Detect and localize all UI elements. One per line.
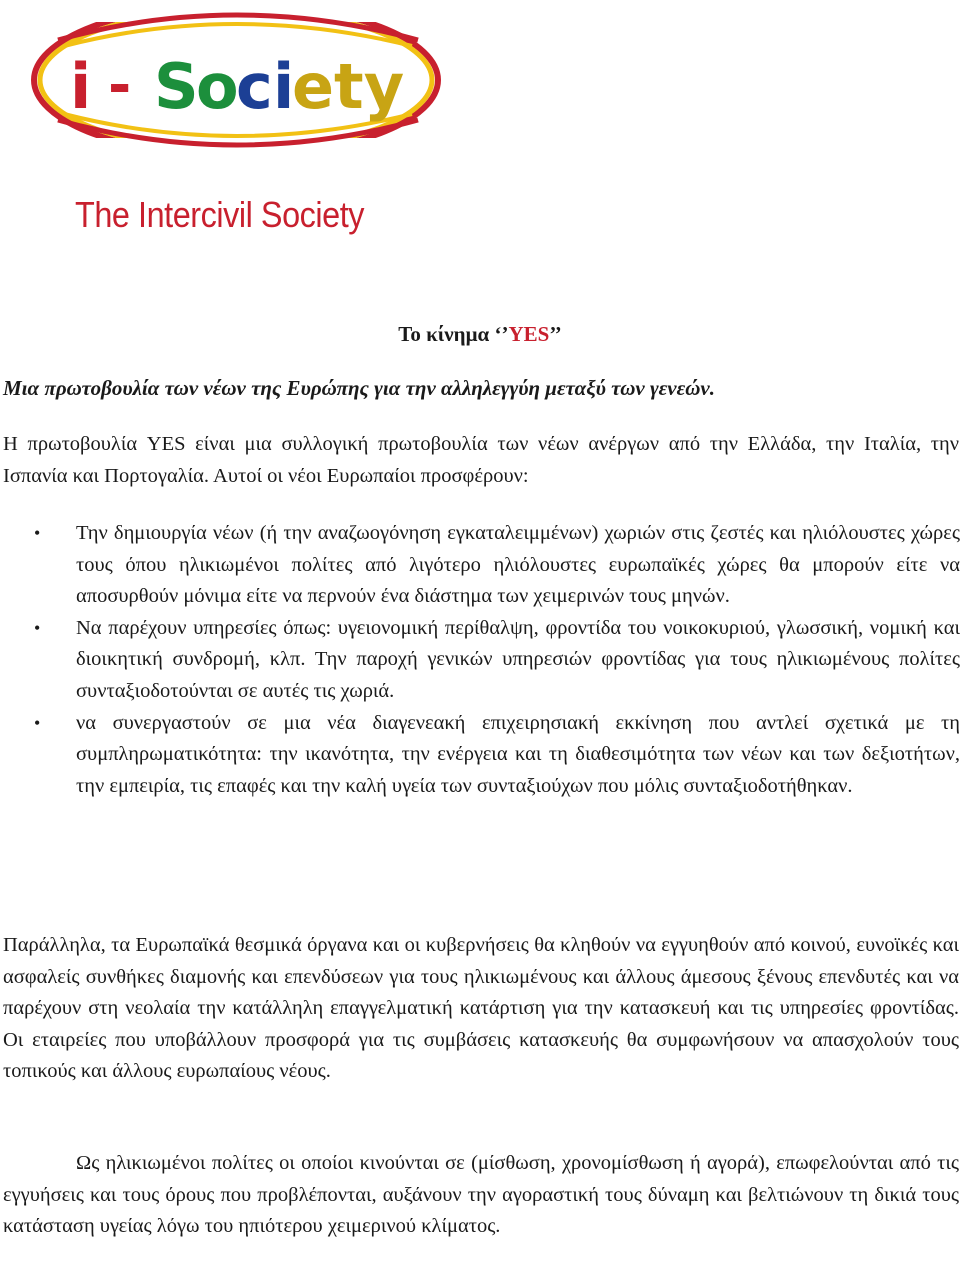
- logo-letter-i2: i: [273, 50, 295, 123]
- page-title: [0, 322, 960, 347]
- list-item-text: Την δημιουργία νέων (ή την αναζωογόνηση εγκαταλειμμένων) χωριών στις ζεστές και ηλιόλουστες χώρες τους όπου ηλικιωμένοι πολίτες από λιγότερο ηλιόλουστες ευρωπαϊκές χώρες θα μπορούν είτε να αποσυρθούν μόνιμα είτε να περνούν ένα διάστημα των χειμερινών τους μηνών.: [76, 522, 960, 608]
- bullet-icon: •: [34, 617, 41, 638]
- bullet-icon: •: [34, 712, 41, 733]
- logo-letter-S: S: [154, 50, 199, 123]
- title-quote-close: ’’: [549, 322, 562, 346]
- logo-letter-o: o: [196, 50, 239, 123]
- intro-paragraph: Η πρωτοβουλία YES είναι μια συλλογική πρωτοβουλία των νέων ανέργων από την Ελλάδα, την Ιταλία, την Ισπανία και Πορτογαλία. Αυτοί οι νέοι Ευρωπαίοι προσφέρουν:: [3, 433, 959, 487]
- i-society-logo: [28, 0, 448, 160]
- body-paragraph-1: Παράλληλα, τα Ευρωπαϊκά θεσμικά όργανα και οι κυβερνήσεις θα κληθούν να εγγυηθούν από κοινού, ευνοϊκές και ασφαλείς συνθήκες διαμονής και επενδύσεων για τους ηλικιωμένους και άλλους άμεσους ξένους επενδυτές και να παρέχουν στη νεολαία την κατάλληλη επαγγελματική κατάρτιση για την κατασκευή και τις υπηρεσίες φροντίδας. Οι εταιρείες που υποβάλλουν προσφορά για τις συμβάσεις κατασκευής θα συμφωνήσουν να απασχολούν τους τοπικούς και άλλους ευρωπαίους νέους.: [3, 934, 959, 1083]
- logo-letters-ety: ety: [292, 50, 405, 123]
- title-quote-open: ‘’: [494, 322, 509, 346]
- logo-letter-i: i: [70, 50, 92, 123]
- title-yes: YES: [508, 322, 550, 346]
- list-item-text: να συνεργαστούν σε μια νέα διαγενεακή επιχειρησιακή εκκίνηση που αντλεί σχετικά με τη συμπληρωματικότητα: την ικανότητα, την ενέργεια και τη διαθεσιμότητα των νέων και των δεξιοτήτων, την εμπειρία, τις επαφές και την καλή υγεία των συνταξιούχων που μόλις συνταξιοδοτήθηκαν.: [76, 711, 960, 797]
- logo-tagline: The Intercivil Society: [75, 194, 365, 235]
- page-subtitle: Μια πρωτοβουλία των νέων της Ευρώπης για την αλληλεγγύη μεταξύ των γενεών.: [3, 376, 715, 400]
- logo-letter-c: c: [236, 50, 273, 123]
- list-item-text: Να παρέχουν υπηρεσίες όπως: υγειονομική περίθαλψη, φροντίδα του νοικοκυριού, γλωσσική, νομική και διοικητική συνδρομή, κλπ. Την παροχή γενικών υπηρεσιών φροντίδας για τους ηλικιωμένους πολίτες συνταξιοδοτούνται σε αυτές τις χωριά.: [76, 616, 960, 702]
- list-item: [0, 518, 960, 613]
- title-prefix: Το κίνημα: [398, 322, 495, 346]
- body-paragraph-2: Ως ηλικιωμένοι πολίτες οι οποίοι κινούνται σε (μίσθωση, χρονομίσθωση ή αγορά), επωφελούνται από τις εγγυήσεις και τους όρους που προβλέπονται, αυξάνουν την αγοραστική τους δύναμη και βελτιώνουν τη δικιά τους κατάσταση υγείας λόγω του ηπιότερου χειμερινού κλίματος.: [3, 1152, 959, 1238]
- logo-dash: -: [108, 53, 132, 118]
- bullet-icon: •: [34, 523, 41, 543]
- list-item: [0, 708, 960, 803]
- offer-list: [0, 518, 960, 802]
- list-item: [0, 613, 960, 708]
